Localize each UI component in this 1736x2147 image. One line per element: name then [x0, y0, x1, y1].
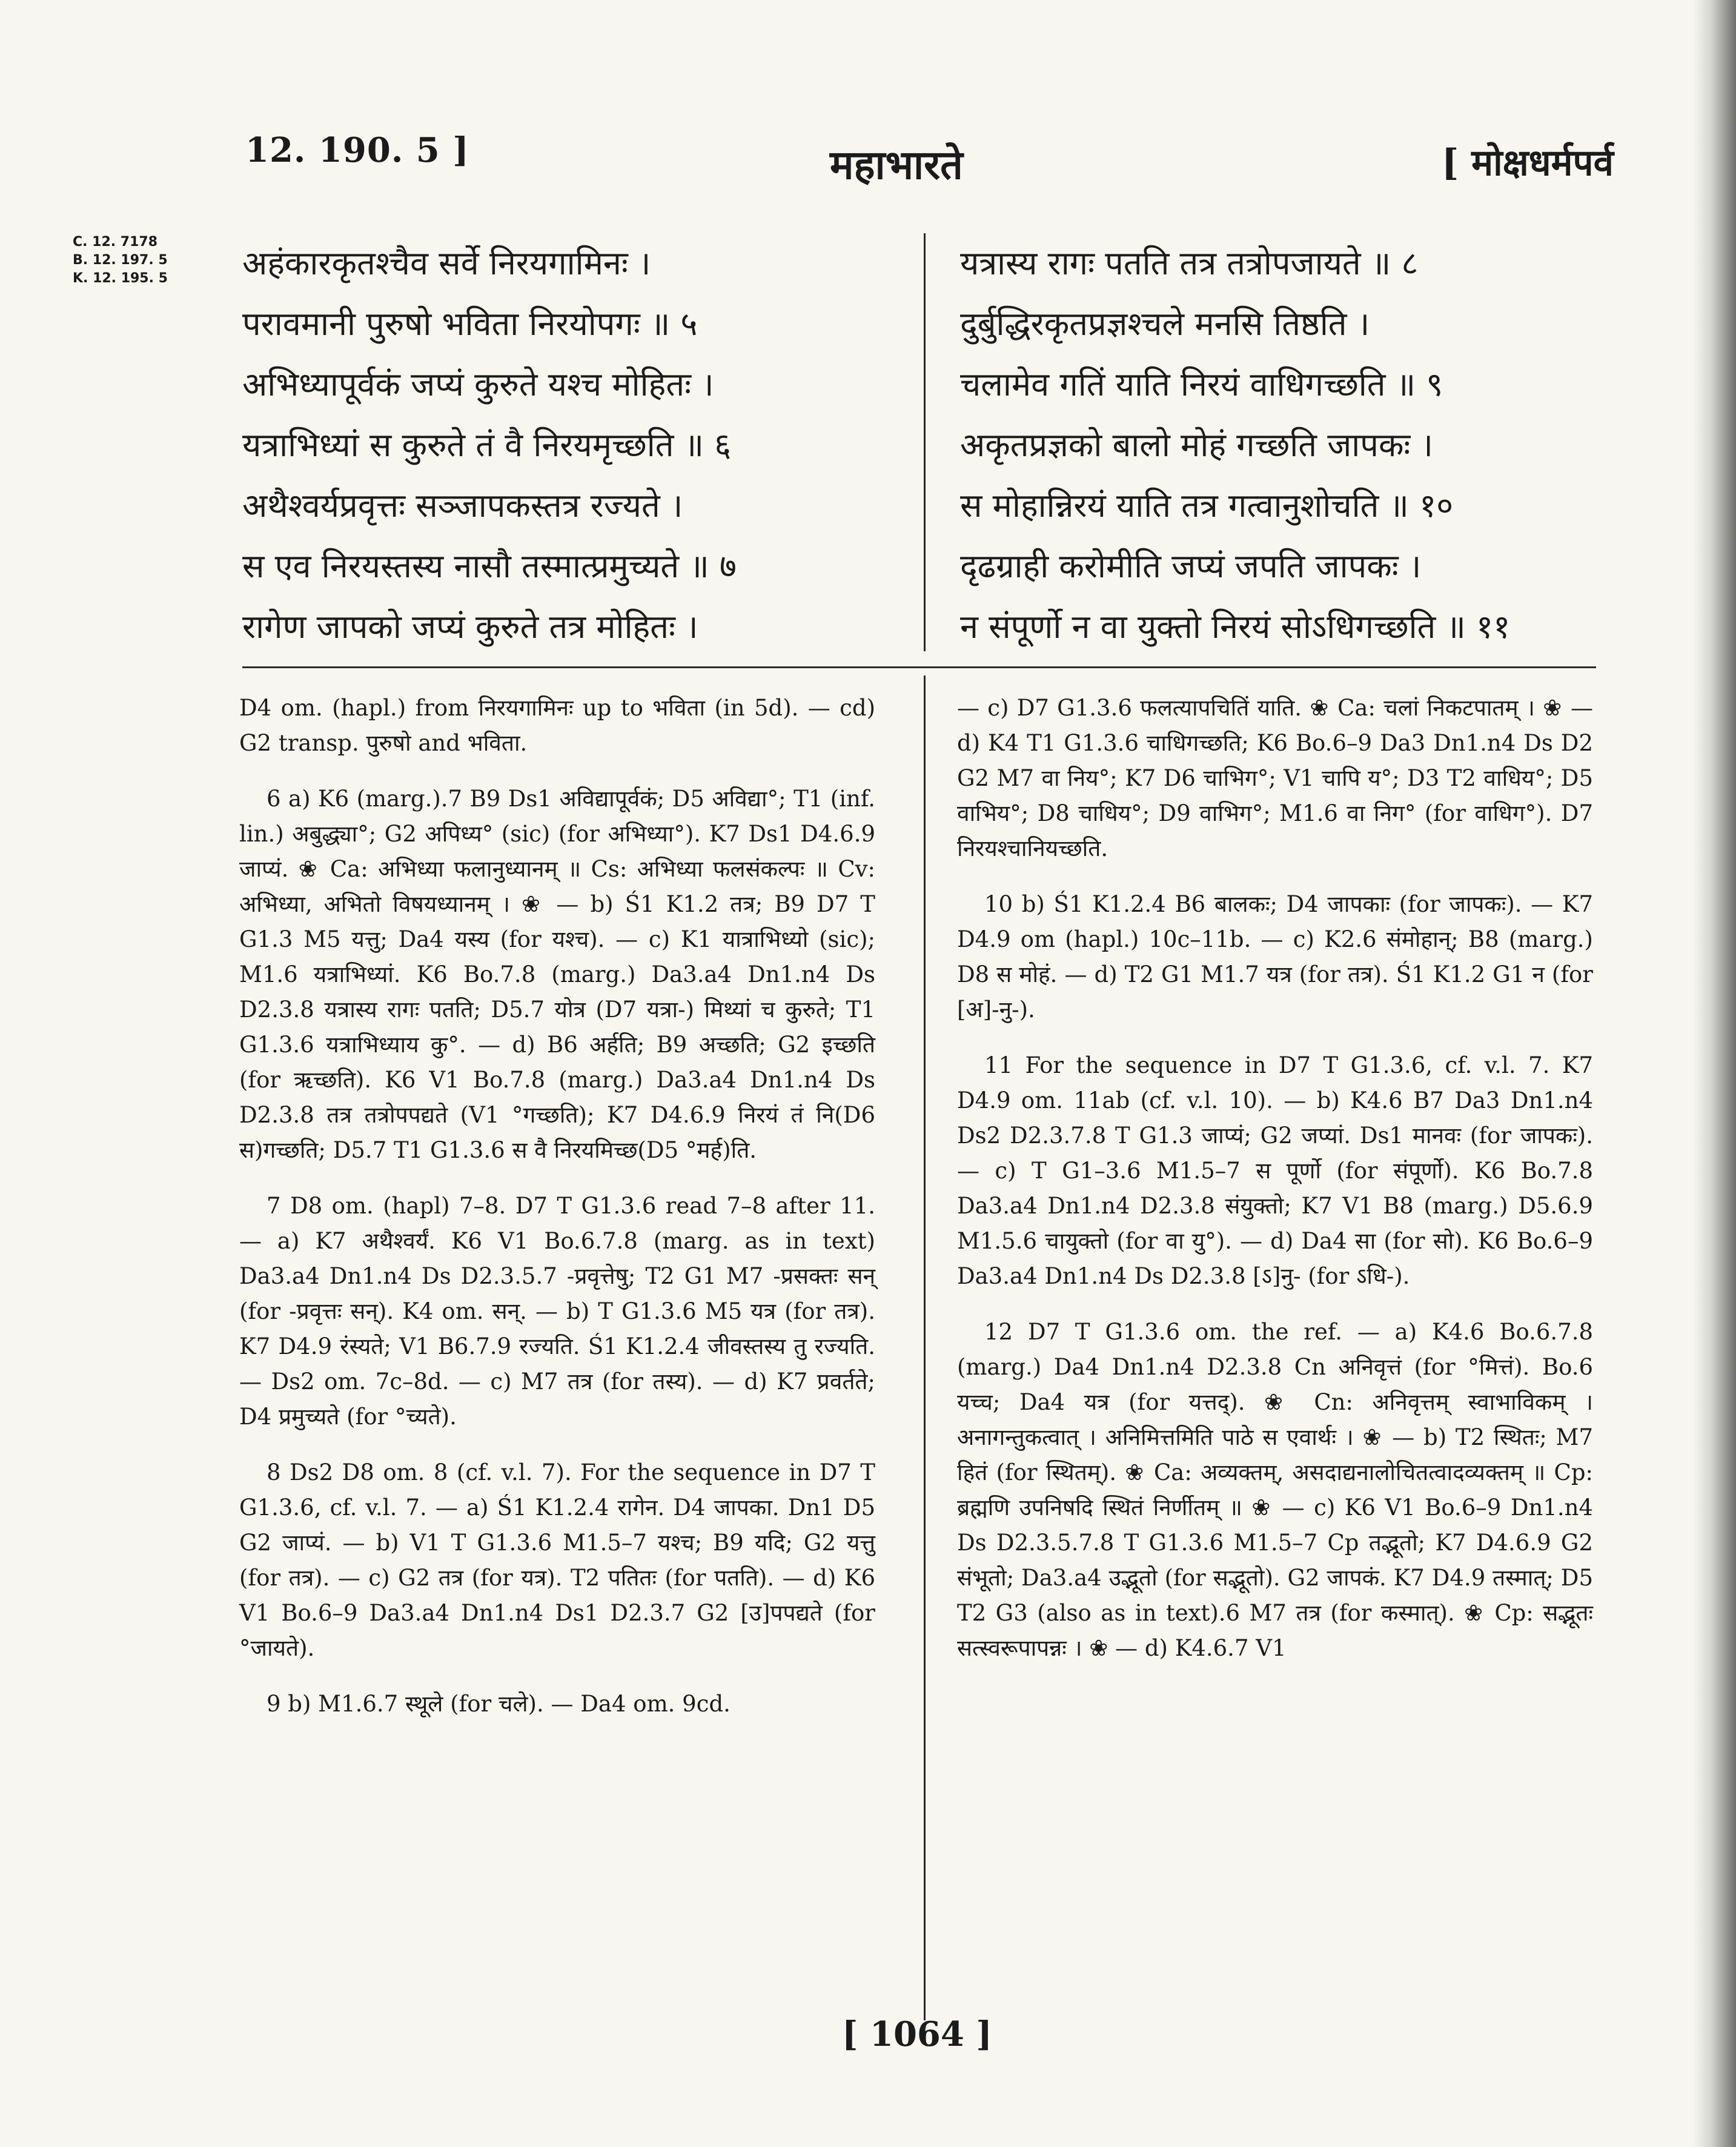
verse-line: दृढग्राही करोमीति जप्यं जपति जापकः । [960, 547, 1422, 585]
note-paragraph: 6 a) K6 (marg.).7 B9 Ds1 अविद्यापूर्वकं; D5 अविद्या°; T1 (inf. lin.) अबुद्ध्या°; G2 अपिध्य° (sic) (for अभिध्या°). K7 Ds1 D4.6.9 जाप्यं. ❀ Ca: अभिध्या फलानुध्यानम् ॥ Cs: अभिध्या फलसंकल्पः ॥ Cv: अभिध्या, अभितो विषयध्यानम् । ❀ — b) Ś1 K1.2 तत्र; B9 D7 T G1.3 M5 यत्तु; Da4 यस्य (for यश्च). — c) K1 यात्राभिध्यो (sic); M1.6 यत्राभिध्यां. K6 Bo.7.8 (marg.) Da3.a4 Dn1.n4 Ds D2.3.8 यत्रास्य रागः पतति; D5.7 योत्र (D7 यत्रा-) मिथ्यां च कुरुते; T1 G1.3.6 यत्राभिध्याय कु°. — d) B6 अर्हति; B9 अच्छति; G2 इच्छति (for ऋच्छति). K6 V1 Bo.7.8 (marg.) Da3.a4 Dn1.n4 Ds D2.3.8 तत्र तत्रोपपद्यते (V1 °गच्छति); K7 D4.6.9 निरयं तं नि(D6 स)गच्छति; D5.7 T1 G1.3.6 स वै निरयमिच्छ(D5 °मर्ह)ति. [239, 786, 875, 1163]
section-title: [ मोक्षधर्मपर्व [1442, 142, 1614, 184]
text-apparatus-divider [242, 666, 1596, 668]
verse-line: रागेण जापको जप्यं कुरुते तत्र मोहितः । [242, 608, 698, 646]
concordance-ref: K. 12. 195. 5 [73, 271, 168, 286]
page-edge-shadow [1694, 0, 1736, 2147]
verse-line: दुर्बुद्धिरकृतप्रज्ञश्चले मनसि तिष्ठति । [960, 305, 1370, 343]
book-title: महाभारते [830, 141, 963, 188]
verse-line: परावमानी पुरुषो भविता निरयोपगः ॥ ५ [242, 305, 698, 343]
critical-notes-right [957, 691, 1593, 1687]
column-divider-bottom [924, 675, 926, 2020]
verse-line: स मोहान्निरयं याति तत्र गत्वानुशोचति ॥ १० [960, 486, 1454, 525]
concordance-ref: B. 12. 197. 5 [73, 253, 168, 268]
verse-column-right [960, 233, 1510, 657]
verse-line: यत्राभिध्यां स कुरुते तं वै निरयमृच्छति ॥ ६ [242, 426, 732, 464]
verse-line: चलामेव गतिं याति निरयं वाधिगच्छति ॥ ९ [960, 365, 1443, 403]
note-paragraph: 11 For the sequence in D7 T G1.3.6, cf. v.l. 7. K7 D4.9 om. 11ab (cf. v.l. 10). — b) K4.6 B7 Da3 Dn1.n4 Ds2 D2.3.7.8 T G1.3 जाप्यं; G2 जप्यां. Ds1 मानवः (for जापकः). — c) T G1–3.6 M1.5–7 स पूर्णो (for संपूर्णो). K6 Bo.7.8 Da3.a4 Dn1.n4 D2.3.8 संयुक्तो; K7 V1 B8 (marg.) D5.6.9 M1.5.6 चायुक्तो (for वा यु°). — d) Da4 सा (for सो). K6 Bo.6–9 Da3.a4 Dn1.n4 Ds D2.3.8 [ऽ]नु- (for ऽधि-). [957, 1052, 1593, 1289]
verse-line: अथैश्वर्यप्रवृत्तः सञ्जापकस्तत्र रज्यते । [242, 486, 683, 525]
note-paragraph: 9 b) M1.6.7 स्थूले (for चले). — Da4 om. 9cd. [267, 1691, 731, 1717]
verse-line: न संपूर्णो न वा युक्तो निरयं सोऽधिगच्छति ॥ ११ [960, 608, 1511, 646]
note-paragraph: 7 D8 om. (hapl) 7–8. D7 T G1.3.6 read 7–8 after 11. — a) K7 अथैश्वर्यं. K6 V1 Bo.6.7.8 (marg. as in text) Da3.a4 Dn1.n4 Ds D2.3.5.7 -प्रवृत्तेषु; T2 G1 M7 -प्रसक्तः सन् (for -प्रवृत्तः सन्). K4 om. सन्. — b) T G1.3.6 M5 यत्र (for तत्र). K7 D4.9 रंस्यते; V1 B6.7.9 रज्यति. Ś1 K1.2.4 जीवस्तस्य तु रज्यति. — Ds2 om. 7c–8d. — c) M7 तत्र (for तस्य). — d) K7 प्रवर्तते; D4 प्रमुच्यते (for °च्यते). [239, 1193, 875, 1430]
verse-line: स एव निरयस्तस्य नासौ तस्मात्प्रमुच्यते ॥ ७ [242, 547, 737, 585]
critical-notes-left [239, 691, 875, 1742]
column-divider-top [924, 233, 926, 651]
page-number: [ 1064 ] [842, 2014, 992, 2054]
concordance-ref: C. 12. 7178 [73, 234, 158, 250]
verse-column-left [242, 233, 737, 657]
note-paragraph: 8 Ds2 D8 om. 8 (cf. v.l. 7). For the sequence in D7 T G1.3.6, cf. v.l. 7. — a) Ś1 K1.2.4 रागेन. D4 जापका. Dn1 D5 G2 जाप्यं. — b) V1 T G1.3.6 M1.5–7 यश्च; B9 यदि; G2 यत्तु (for तत्र). — c) G2 तत्र (for यत्र). T2 पतितः (for पतति). — d) K6 V1 Bo.6–9 Da3.a4 Dn1.n4 Ds1 D2.3.7 G2 [उ]पपद्यते (for °जायते). [239, 1459, 875, 1661]
concordance-refs [73, 233, 168, 288]
verse-line: यत्रास्य रागः पतति तत्र तत्रोपजायते ॥ ८ [960, 244, 1419, 282]
note-paragraph: — c) D7 G1.3.6 फलत्यापचितिं याति. ❀ Ca: चलां निकटपातम् । ❀ — d) K4 T1 G1.3.6 चाधिगच्छति; K6 Bo.6–9 Da3 Dn1.n4 Ds D2 G2 M7 वा निय°; K7 D6 चाभिग°; V1 चापि य°; D3 T2 वाधिय°; D5 वाभिय°; D8 चाधिय°; D9 वाभिग°; M1.6 वा निग° (for वाधिग°). D7 निरयश्चानियच्छति. [957, 695, 1593, 861]
verse-line: अभिध्यापूर्वकं जप्यं कुरुते यश्च मोहितः । [242, 365, 714, 403]
verse-line: अकृतप्रज्ञको बालो मोहं गच्छति जापकः । [960, 426, 1433, 464]
note-paragraph: D4 om. (hapl.) from निरयगामिनः up to भविता (in 5d). — cd) G2 transp. पुरुषो and भविता. [239, 695, 875, 756]
verse-reference: 12. 190. 5 ] [245, 130, 469, 170]
verse-line: अहंकारकृतश्चैव सर्वे निरयगामिनः । [242, 244, 651, 282]
note-paragraph: 12 D7 T G1.3.6 om. the ref. — a) K4.6 Bo.6.7.8 (marg.) Da4 Dn1.n4 D2.3.8 Cn अनिवृत्तं (for °मित्तं). Bo.6 यच्च; Da4 यत्र (for यत्तद्). ❀ Cn: अनिवृत्तम् स्वाभाविकम् । अनागन्तुकत्वात् । अनिमित्तमिति पाठे स एवार्थः । ❀ — b) T2 स्थितः; M7 हितं (for स्थितम्). ❀ Ca: अव्यक्तम्, असदाद्यनालोचितत्वादव्यक्तम् ॥ Cp: ब्रह्मणि उपनिषदि स्थितं निर्णीतम् ॥ ❀ — c) K6 V1 Bo.6–9 Dn1.n4 Ds D2.3.5.7.8 T G1.3.6 M1.5–7 Cp तद्भूतो; K7 D4.6.9 G2 संभूतो; Da3.a4 उद्भूतो (for सद्भूतो). G2 जापकं. K7 D4.9 तस्मात्; D5 T2 G3 (also as in text).6 M7 तत्र (for कस्मात्). ❀ Cp: सद्भूतः सत्स्वरूपापन्नः । ❀ — d) K4.6.7 V1 [957, 1319, 1593, 1661]
note-paragraph: 10 b) Ś1 K1.2.4 B6 बालकः; D4 जापकाः (for जापकः). — K7 D4.9 om (hapl.) 10c–11b. — c) K2.6 संमोहान्; B8 (marg.) D8 स मोहं. — d) T2 G1 M1.7 यत्र (for तत्र). Ś1 K1.2 G1 न (for [अ]-नु-). [957, 891, 1593, 1023]
